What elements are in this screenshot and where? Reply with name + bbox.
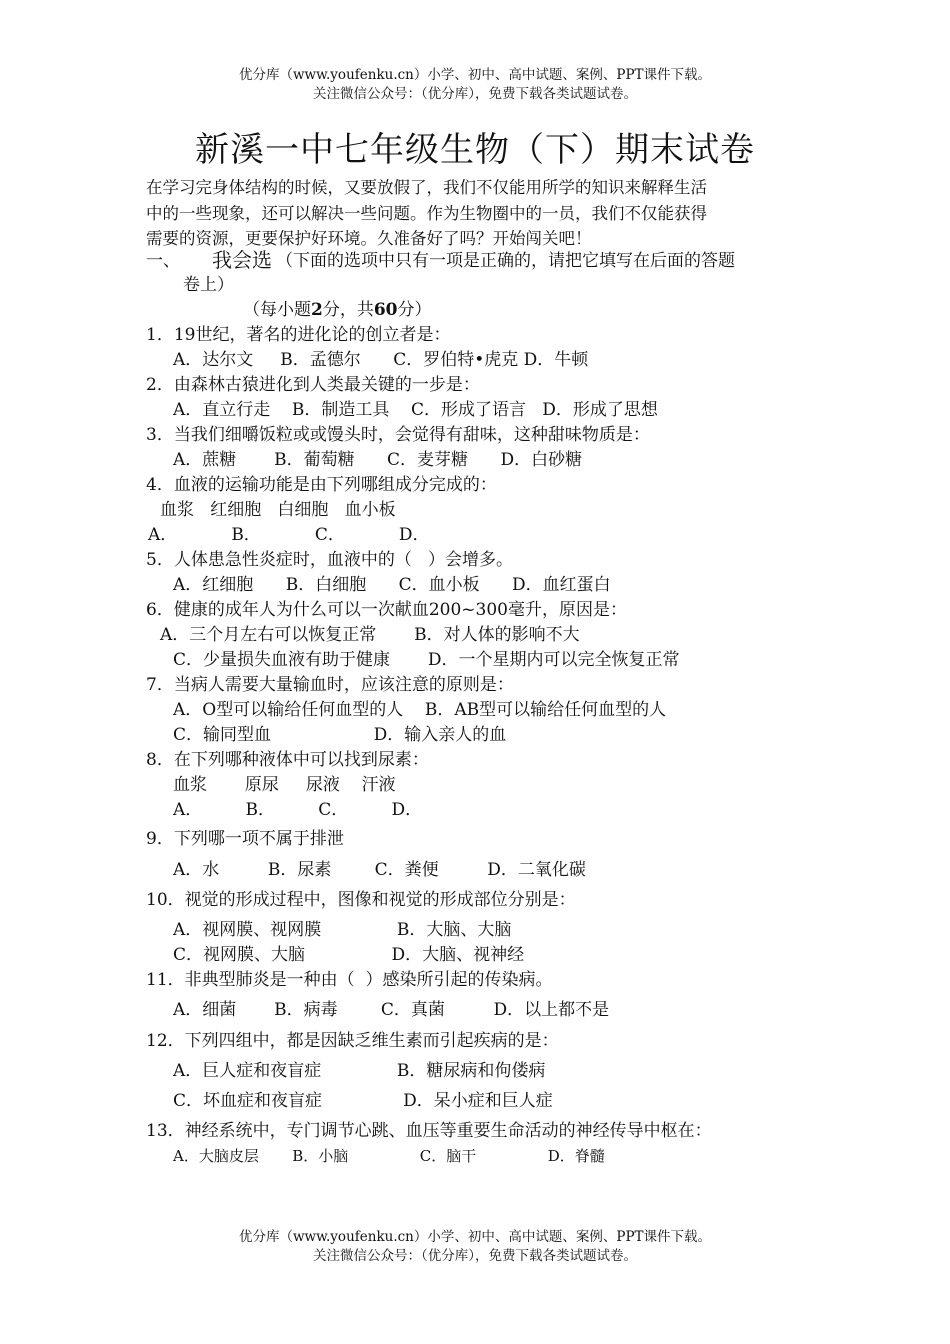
question-8-liquids: 血浆 原尿 尿液 汗液 [173,775,396,795]
question-8-options: A． B． C． D． [173,800,423,820]
question-3-options: A．蔗糖 B．葡萄糖 C．麦芽糖 D．白砂糖 [173,450,583,470]
question-12: 12．下列四组中，都是因缺乏维生素而引起疾病的是： [146,1031,559,1051]
question-6-options-ab: A．三个月左右可以恢复正常 B．对人体的影响不大 [160,625,580,645]
footer-line-2: 关注微信公众号：（优分库），免费下载各类试题试卷。 [313,1248,637,1264]
question-8: 8．在下列哪种液体中可以找到尿素： [146,750,429,770]
section-title: 我会选 [212,248,272,272]
section-instruction-cont: 卷上） [183,275,234,295]
question-7-options-ab: A．O型可以输给任何血型的人 B．AB型可以输给任何血型的人 [173,700,667,720]
question-12-options-ab: A．巨人症和夜盲症 B．糖尿病和佝偻病 [173,1061,546,1081]
question-7: 7．当病人需要大量输血时，应该注意的原则是： [146,675,514,695]
intro-line: 在学习完身体结构的时候，又要放假了，我们不仅能用所学的知识来解释生活 [146,178,707,197]
question-13-options: A．大脑皮层 B．小脑 C．脑干 D．脊髓 [173,1147,605,1165]
question-2: 2．由森林古猿进化到人类最关键的一步是： [146,375,480,395]
question-10-options-ab: A．视网膜、视网膜 B．大脑、大脑 [173,920,512,940]
question-9: 9．下列哪一项不属于排泄 [146,829,344,849]
question-3: 3．当我们细嚼饭粒或或馒头时，会觉得有甜味，这种甜味物质是： [146,425,650,445]
question-7-options-cd: C．输同型血 D．输入亲人的血 [173,725,507,745]
question-2-options: A．直立行走 B．制造工具 C．形成了语言 D．形成了思想 [173,400,658,420]
intro-line: 中的一些现象，还可以解决一些问题。作为生物圈中的一员，我们不仅能获得 [146,203,707,223]
section-number: 一、 [146,251,180,271]
intro-line: 需要的资源，更要保护好环境。久准备好了吗？开始闯关吧！ [146,229,592,248]
question-5: 5．人体患急性炎症时，血液中的（ ）会增多。 [146,550,514,570]
section-instruction: （下面的选项中只有一项是正确的，请把它填写在后面的答题 [276,251,735,271]
question-12-options-cd: C．坏血症和夜盲症 D．呆小症和巨人症 [173,1091,553,1111]
score-per-item: 2 [311,300,323,320]
exam-title: 新溪一中七年级生物（下）期末试卷 [195,130,755,170]
question-6-options-cd: C．少量损失血液有助于健康 D．一个星期内可以完全恢复正常 [173,650,680,670]
question-1: 1．19世纪，著名的进化论的创立者是： [146,325,451,345]
question-1-options: A．达尔文 B．孟德尔 C．罗伯特•虎克 D．牛顿 [173,350,589,370]
score-total: 60 [373,300,398,320]
intro-paragraph [146,175,826,252]
page-footer [0,1228,950,1266]
question-4-components: 血浆 红细胞 白细胞 血小板 [160,500,396,520]
question-10: 10．视觉的形成过程中，图像和视觉的形成部位分别是： [146,890,576,910]
question-4: 4．血液的运输功能是由下列哪组成分完成的： [146,475,497,495]
question-11-options: A．细菌 B．病毒 C．真菌 D．以上都不是 [173,1000,610,1020]
question-5-options: A．红细胞 B．白细胞 C．血小板 D．血红蛋白 [173,575,611,595]
question-6: 6．健康的成年人为什么可以一次献血200~300毫升，原因是： [146,600,627,620]
header-line-2: 关注微信公众号：（优分库），免费下载各类试题试卷。 [313,86,637,102]
header-line-1: 优分库（www.youfenku.cn）小学、初中、高中试题、案例、PPT课件下载。 [238,67,712,83]
section-heading [146,248,735,272]
footer-line-1: 优分库（www.youfenku.cn）小学、初中、高中试题、案例、PPT课件下载。 [238,1229,712,1245]
question-4-options: A． B． C． D． [148,525,430,545]
question-13: 13．神经系统中，专门调节心跳、血压等重要生命活动的神经传导中枢在： [146,1121,712,1141]
question-11: 11．非典型肺炎是一种由（ ）感染所引起的传染病。 [146,970,553,990]
question-10-options-cd: C．视网膜、大脑 D．大脑、视神经 [173,945,525,965]
question-9-options: A．水 B．尿素 C．粪便 D．二氧化碳 [173,860,586,880]
page-header [0,66,950,104]
section-score-note: （每小题2分，共60分） [243,300,432,320]
